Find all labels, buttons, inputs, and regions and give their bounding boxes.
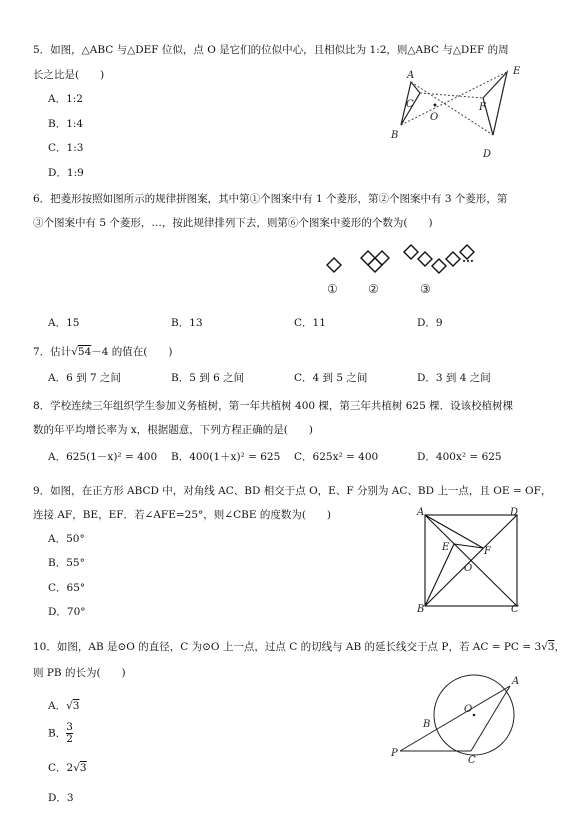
q7-stem [33,344,172,359]
q10-stem-suffix: ， [554,641,566,653]
q5-label-c: C [406,99,414,110]
q5-label-f: F [479,102,486,113]
q8-stem-line1: 8．学校连续三年组织学生参加义务植树，第一年共植树 400 棵，第三年共植树 625 棵．设该校植树棵 [33,400,514,412]
q9-square-figure [413,505,528,615]
q10-option-a [48,698,79,713]
q9-label-a: A [417,507,425,518]
q10-option-b-fraction [66,722,73,745]
q5-stem-line2: 长之比是( ) [33,69,105,81]
q10-option-b-denominator: 2 [66,733,73,745]
q6-rhombus-pattern-figure [310,240,490,300]
q10-option-a-label: A． [48,700,67,712]
q8-option-a: A．625(1－x)² = 400 [48,451,158,463]
q8-option-c: C．625x² = 400 [294,451,379,463]
q6-option-c: C．11 [294,317,326,329]
q7-radicand: 54 [77,346,92,358]
q10-label-a: A [512,676,520,687]
q10-label-c: C [468,755,476,765]
q9-option-a: A．50° [48,533,85,545]
q7-option-b: B．5 到 6 之间 [171,372,245,384]
q10-option-b-label: B． [48,727,67,740]
q10-option-a-radicand: 3 [72,700,80,712]
q7-option-d: D．3 到 4 之间 [417,372,491,384]
q6-option-b: B．13 [171,317,203,329]
q9-label-c: C [511,604,519,615]
q8-stem-line2: 数的年平均增长率为 x，根据题意，下列方程正确的是( ) [33,424,313,436]
q6-label-2: ② [368,282,379,296]
q5-option-d: D．1:9 [48,167,84,179]
q10-option-a-sqrt: √ [66,700,73,712]
q5-similar-triangles-figure [383,60,543,165]
q5-stem-line1: 5．如图，△ABC 与△DEF 位似，点 O 是它们的位似中心，且相似比为 1:2，则△ABC 与△DEF 的周 [33,44,509,56]
q6-stem-line2: ③个图案中有 5 个菱形，…，按此规律排列下去，则第⑥个图案中菱形的个数为( ) [33,217,433,229]
q9-label-e: E [442,542,450,553]
q10-stem-prefix: 10．如图，AB 是⊙O 的直径，C 为⊙O 上一点，过点 C 的切线与 AB 的延长线交于点 P，若 AC = PC = 3 [33,641,542,653]
q6-label-3: ③ [420,282,431,296]
q5-option-a: A．1:2 [48,93,83,105]
q10-sqrt-sign: √ [541,641,548,653]
q7-option-c: C．4 到 5 之间 [294,372,368,384]
q9-option-d: D．70° [48,606,86,618]
q10-radicand: 3 [547,641,555,653]
q7-stem-prefix: 7．估计 [33,346,72,358]
q6-stem-line1: 6．把菱形按照如图所示的规律拼图案，其中第①个图案中有 1 个菱形，第②个图案中有 3 个菱形，第 [33,193,508,205]
q10-option-c [48,760,87,775]
q9-label-d: D [510,507,519,518]
q10-label-b: B [423,719,431,730]
q7-sqrt-sign: √ [71,346,78,358]
q5-label-d: D [483,149,492,160]
q6-option-d: D．9 [417,317,443,329]
q10-option-c-label: C．2 [48,762,74,774]
q9-option-c: C．65° [48,582,86,594]
q9-option-b: B．55° [48,557,85,569]
q9-label-b: B [417,604,425,615]
q9-stem-line2: 连接 AF，BE，EF．若∠AFE=25°，则∠CBE 的度数为( ) [33,509,332,521]
q9-label-o: O [464,563,473,574]
q10-label-p: P [391,748,398,759]
q5-label-b: B [391,130,399,141]
q10-option-d: D．3 [48,792,74,804]
q10-stem-line1 [33,639,565,654]
q6-ellipsis: … [462,251,474,265]
q10-stem-line2: 则 PB 的长为( ) [33,667,126,679]
q5-label-o: O [430,112,439,123]
q5-option-c: C．1:3 [48,142,84,154]
q8-option-d: D．400x² = 625 [417,451,502,463]
q5-option-b: B．1:4 [48,118,84,130]
q7-stem-suffix: －4 的值在( ) [91,346,173,358]
q10-option-c-sqrt: √ [73,762,80,774]
q10-circle-tangent-figure [388,670,533,765]
q9-label-f: F [484,546,491,557]
q6-option-a: A．15 [48,317,80,329]
q5-label-a: A [407,70,415,81]
q8-option-b: B．400(1＋x)² = 625 [171,451,281,463]
q10-label-o: O [464,704,473,715]
q5-label-e: E [513,66,521,77]
q10-option-b-numerator: 3 [66,721,73,733]
q10-option-c-radicand: 3 [79,762,87,774]
q9-stem-line1: 9．如图，在正方形 ABCD 中，对角线 AC、BD 相交于点 O，E、F 分别为 AC、BD 上一点，且 OE = OF， [33,485,552,497]
q7-option-a: A．6 到 7 之间 [48,372,121,384]
q6-label-1: ① [327,282,338,296]
q10-option-b [48,722,73,745]
